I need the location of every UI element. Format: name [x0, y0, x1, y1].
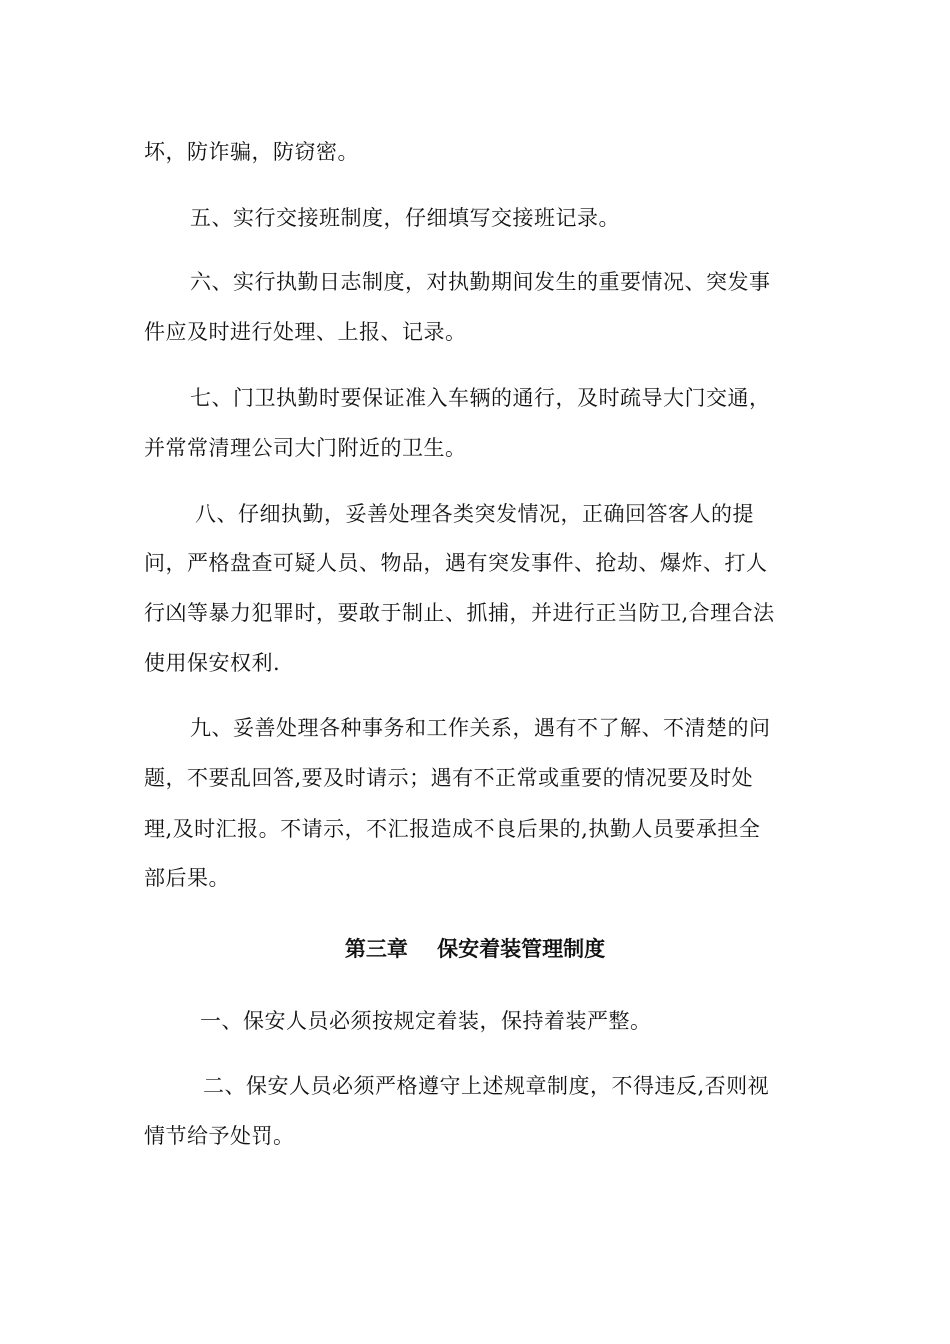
- paragraph-6-line-1: 六、实行执勤日志制度，对执勤期间发生的重要情况、突发事: [190, 270, 771, 294]
- paragraph-9-line-2: 题，不要乱回答,要及时请示；遇有不正常或重要的情况要及时处: [144, 766, 754, 790]
- paragraph-9-line-3: 理,及时汇报。不请示，不汇报造成不良后果的,执勤人员要承担全: [144, 817, 761, 841]
- paragraph-8-line-4: 使用保安权利.: [144, 651, 281, 675]
- paragraph-7-line-2: 并常常清理公司大门附近的卫生。: [144, 436, 467, 460]
- paragraph-8-line-1: 八、仔细执勤，妥善处理各类突发情况，正确回答客人的提: [195, 502, 754, 526]
- chapter-paragraph-2-line-2: 情节给予处罚。: [144, 1124, 295, 1148]
- paragraph-8-line-3: 行凶等暴力犯罪时，要敢于制止、抓捕，并进行正当防卫,合理合法: [144, 601, 775, 625]
- paragraph-9-line-4: 部后果。: [144, 866, 230, 890]
- paragraph-8-line-2: 问，严格盘查可疑人员、物品，遇有突发事件、抢劫、爆炸、打人: [144, 551, 768, 575]
- paragraph-5-line-1: 五、实行交接班制度，仔细填写交接班记录。: [190, 206, 620, 230]
- paragraph-continued-line-1: 坏，防诈骗，防窃密。: [144, 140, 359, 164]
- paragraph-9-line-1: 九、妥善处理各种事务和工作关系，遇有不了解、不清楚的问: [190, 716, 771, 740]
- chapter-paragraph-1-line-1: 一、保安人员必须按规定着装，保持着装严整。: [200, 1009, 652, 1033]
- chapter-heading: 第三章 保安着装管理制度: [344, 937, 606, 961]
- paragraph-7-line-1: 七、门卫执勤时要保证准入车辆的通行，及时疏导大门交通，: [190, 386, 771, 410]
- paragraph-6-line-2: 件应及时进行处理、上报、记录。: [144, 320, 467, 344]
- chapter-paragraph-2-line-1: 二、保安人员必须严格遵守上述规章制度，不得违反,否则视: [203, 1074, 770, 1098]
